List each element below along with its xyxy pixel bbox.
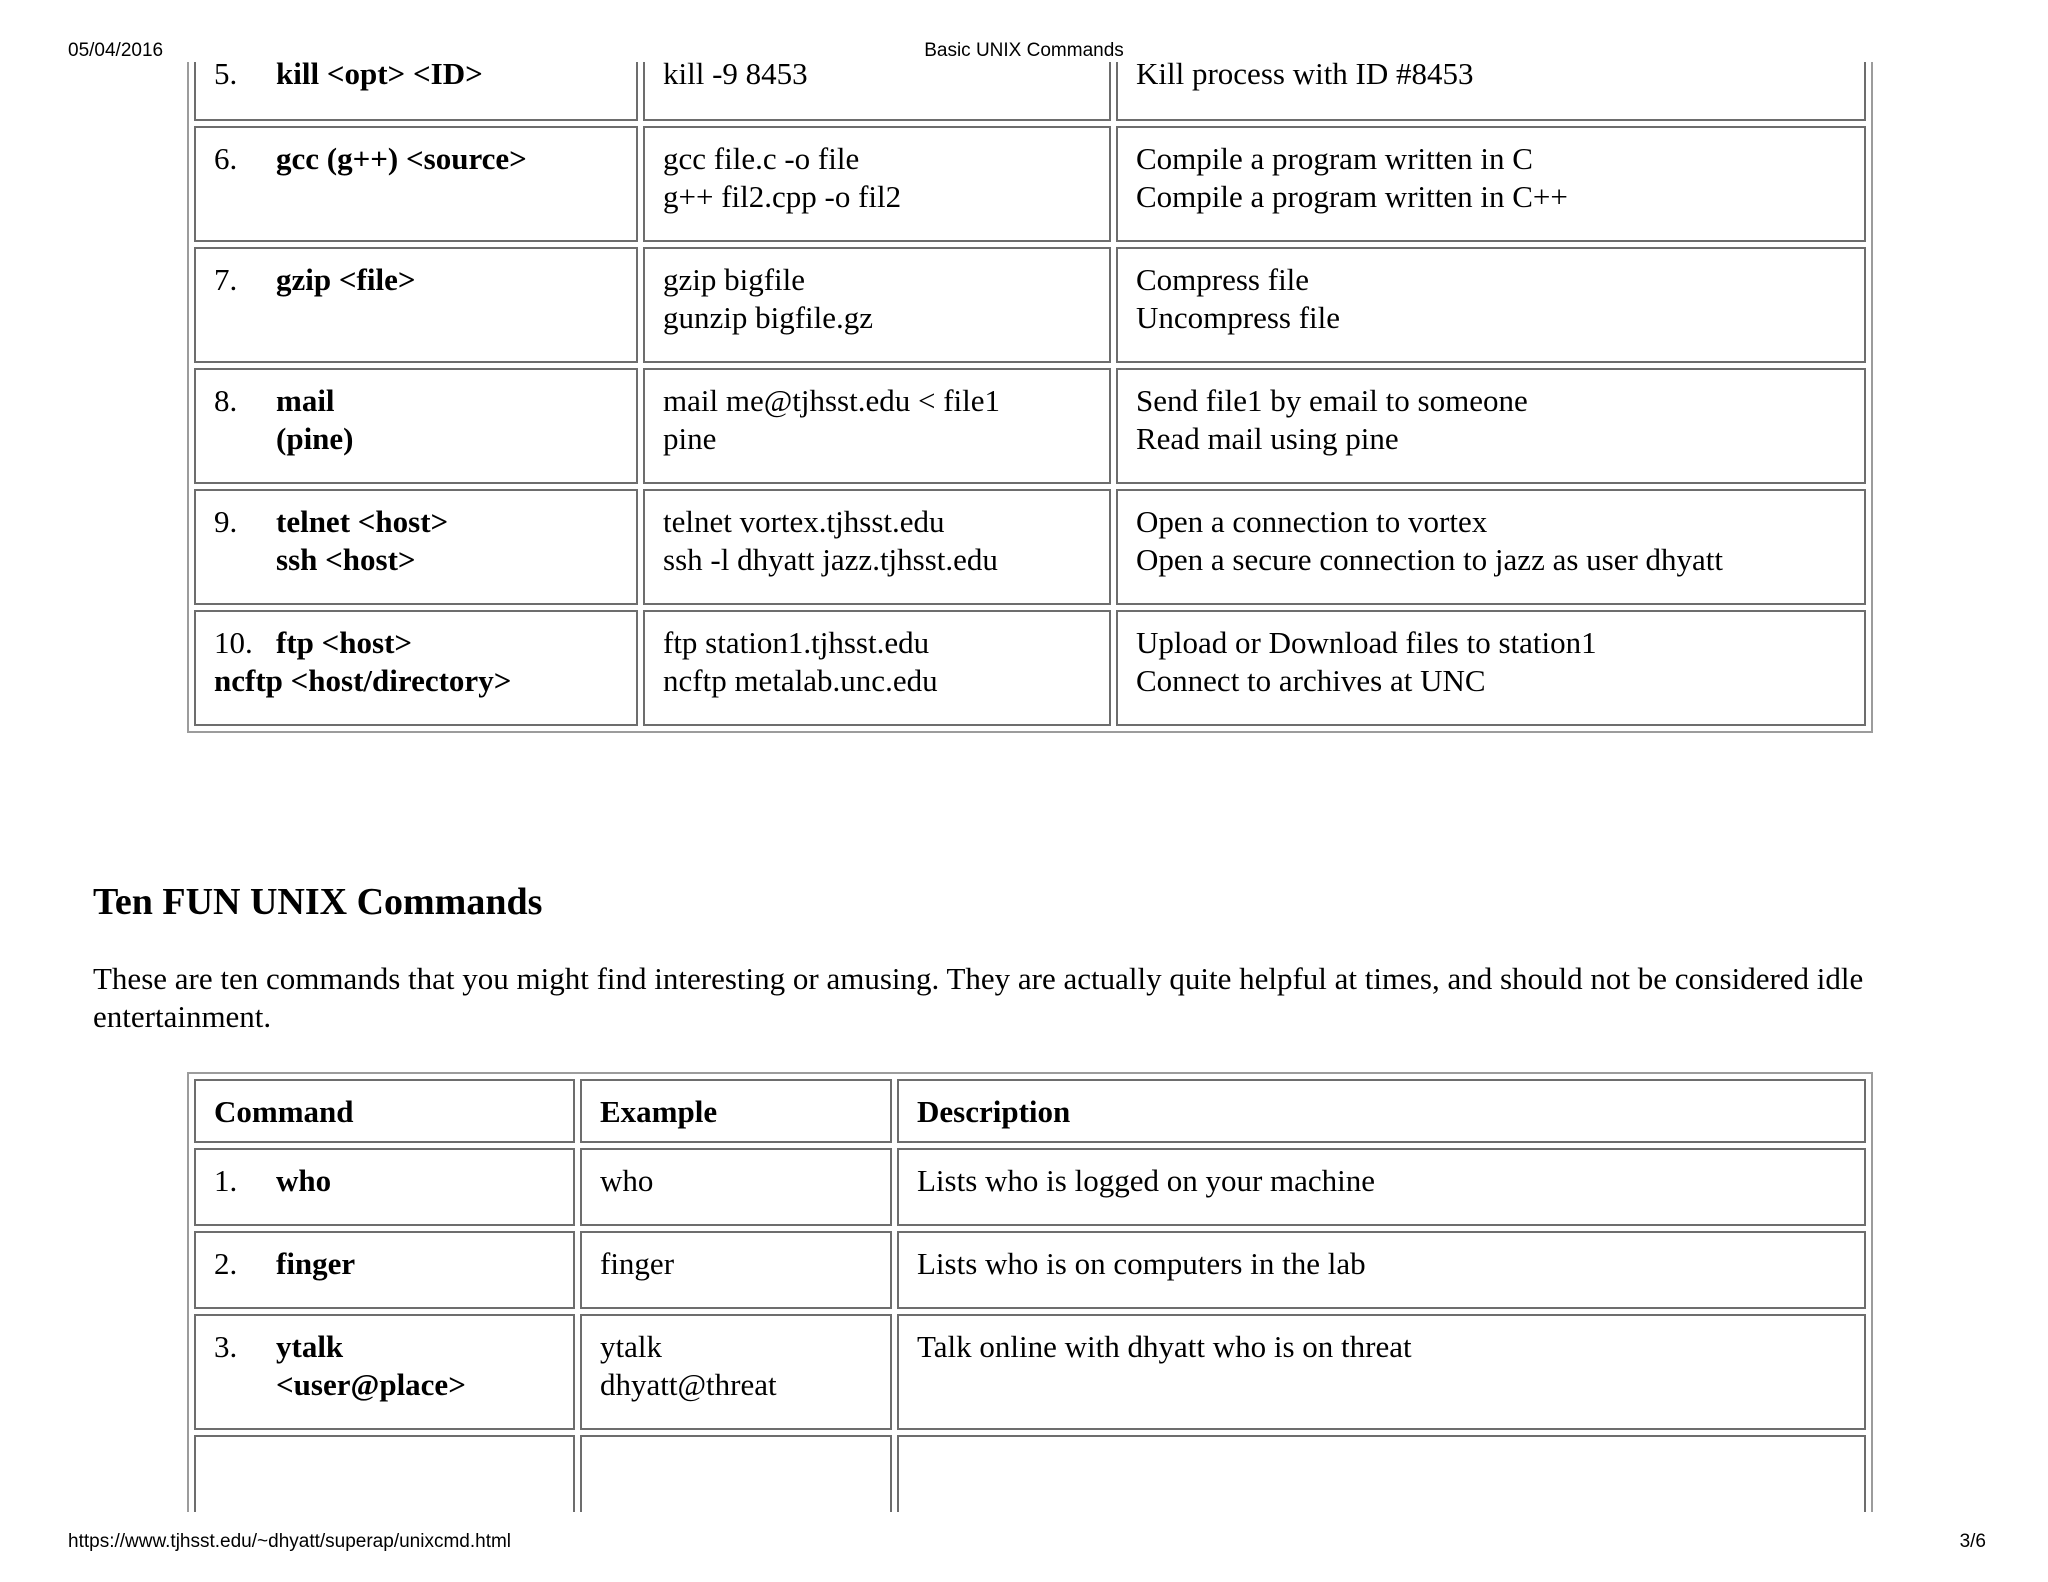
header-example: Example <box>580 1079 892 1143</box>
table-row <box>194 126 1866 242</box>
example-line: ssh -l dhyatt jazz.tjhsst.edu <box>663 542 998 577</box>
table-row <box>194 1148 1866 1226</box>
command-cell <box>194 62 638 121</box>
command-cell <box>194 247 638 363</box>
example-cell <box>643 610 1111 726</box>
description-line: Kill process with ID #8453 <box>1136 62 1474 91</box>
row-number: 7. <box>214 262 238 297</box>
row-number: 1. <box>214 1163 238 1198</box>
empty-cell <box>194 1435 575 1512</box>
description-cell <box>1116 610 1866 726</box>
command-line <box>214 261 618 299</box>
command-cell <box>194 1314 575 1430</box>
description-line: Lists who is logged on your machine <box>917 1163 1376 1198</box>
description-line: Talk online with dhyatt who is on threat <box>917 1329 1412 1364</box>
example-cell <box>643 62 1111 121</box>
command-line <box>214 382 618 420</box>
description-cell <box>1116 126 1866 242</box>
command-name: gzip <file> <box>276 262 416 297</box>
example-cell <box>643 126 1111 242</box>
command-name: telnet <host> <box>276 504 449 539</box>
description-line: Compile a program written in C <box>1136 141 1533 176</box>
description-cell <box>1116 62 1866 121</box>
example-cell <box>580 1231 892 1309</box>
command-line <box>214 1245 555 1283</box>
description-cell <box>1116 247 1866 363</box>
table-row <box>194 489 1866 605</box>
command-name: gcc (g++) <source> <box>276 141 527 176</box>
command-line <box>214 1328 555 1366</box>
command-line <box>214 140 618 178</box>
description-line: Connect to archives at UNC <box>1136 663 1486 698</box>
example-line: gunzip bigfile.gz <box>663 300 874 335</box>
table-row <box>194 1314 1866 1430</box>
example-line: ytalk <box>600 1329 662 1364</box>
description-line: Open a connection to vortex <box>1136 504 1488 539</box>
command-cell <box>194 489 638 605</box>
description-line: Send file1 by email to someone <box>1136 383 1528 418</box>
command-cell <box>194 126 638 242</box>
empty-cell <box>897 1435 1866 1512</box>
command-name: finger <box>276 1246 356 1281</box>
command-name: ftp <host> <box>276 625 413 660</box>
description-cell <box>897 1231 1866 1309</box>
command-line <box>214 662 618 700</box>
description-line: Read mail using pine <box>1136 421 1399 456</box>
empty-cell <box>580 1435 892 1512</box>
print-title: Basic UNIX Commands <box>924 40 1124 61</box>
header-description: Description <box>897 1079 1866 1143</box>
command-line <box>214 62 618 93</box>
example-cell <box>643 247 1111 363</box>
print-url: https://www.tjhsst.edu/~dhyatt/superap/unixcmd.html <box>68 1531 512 1552</box>
command-name: kill <opt> <ID> <box>276 62 483 91</box>
command-line <box>214 541 618 579</box>
command-name: ssh <host> <box>276 542 416 577</box>
command-name: ncftp <host/directory> <box>214 663 512 698</box>
example-line: pine <box>663 421 717 456</box>
example-line: gcc file.c -o file <box>663 141 860 176</box>
description-line: Upload or Download files to station1 <box>1136 625 1597 660</box>
fun-table-clip <box>0 1060 2048 1512</box>
example-line: telnet vortex.tjhsst.edu <box>663 504 945 539</box>
command-name: who <box>276 1163 332 1198</box>
command-name: mail <box>276 383 335 418</box>
description-line: Uncompress file <box>1136 300 1341 335</box>
table-row <box>194 247 1866 363</box>
table-row <box>194 1231 1866 1309</box>
command-cell <box>194 368 638 484</box>
header-command: Command <box>194 1079 575 1143</box>
command-line <box>214 1162 555 1200</box>
description-line: Open a secure connection to jazz as user dhyatt <box>1136 542 1724 577</box>
fun-intro: These are ten commands that you might find interesting or amusing. They are actually quite helpful at times, and should not be considered idle entertainment. <box>93 961 1864 1034</box>
top-table-clip <box>0 62 2048 782</box>
example-line: finger <box>600 1246 675 1281</box>
command-name: (pine) <box>276 421 354 456</box>
example-line: who <box>600 1163 654 1198</box>
row-number: 8. <box>214 383 238 418</box>
example-line: gzip bigfile <box>663 262 806 297</box>
description-cell <box>1116 368 1866 484</box>
row-number: 10. <box>214 625 253 660</box>
command-name: <user@place> <box>276 1367 466 1402</box>
example-cell <box>643 368 1111 484</box>
row-number: 2. <box>214 1246 238 1281</box>
example-cell <box>580 1148 892 1226</box>
example-cell <box>580 1314 892 1430</box>
command-name: ytalk <box>276 1329 344 1364</box>
example-line: mail me@tjhsst.edu < file1 <box>663 383 1001 418</box>
row-number: 6. <box>214 141 238 176</box>
example-line: dhyatt@threat <box>600 1367 777 1402</box>
table-row <box>194 610 1866 726</box>
description-cell <box>1116 489 1866 605</box>
page-number: 3/6 <box>1959 1531 1986 1552</box>
table-row <box>194 62 1866 121</box>
example-line: kill -9 8453 <box>663 62 808 91</box>
row-number: 9. <box>214 504 238 539</box>
description-line: Compile a program written in C++ <box>1136 179 1568 214</box>
command-cell <box>194 1231 575 1309</box>
table-row-partial <box>194 1435 1866 1512</box>
fun-table-header-row <box>194 1079 1866 1143</box>
command-cell <box>194 1148 575 1226</box>
command-line <box>214 503 618 541</box>
example-cell <box>643 489 1111 605</box>
row-number: 5. <box>214 62 238 91</box>
example-line: ncftp metalab.unc.edu <box>663 663 938 698</box>
commands-table-continued <box>187 62 1873 733</box>
fun-commands-table <box>187 1072 1873 1512</box>
command-line <box>214 1366 555 1404</box>
example-line: g++ fil2.cpp -o fil2 <box>663 179 902 214</box>
description-cell <box>897 1148 1866 1226</box>
command-line <box>214 420 618 458</box>
description-line: Compress file <box>1136 262 1310 297</box>
print-date: 05/04/2016 <box>68 40 164 61</box>
description-line: Lists who is on computers in the lab <box>917 1246 1366 1281</box>
row-number: 3. <box>214 1329 238 1364</box>
fun-heading: Ten FUN UNIX Commands <box>93 881 543 923</box>
description-cell <box>897 1314 1866 1430</box>
table-row <box>194 368 1866 484</box>
command-line <box>214 624 618 662</box>
example-line: ftp station1.tjhsst.edu <box>663 625 930 660</box>
command-cell <box>194 610 638 726</box>
